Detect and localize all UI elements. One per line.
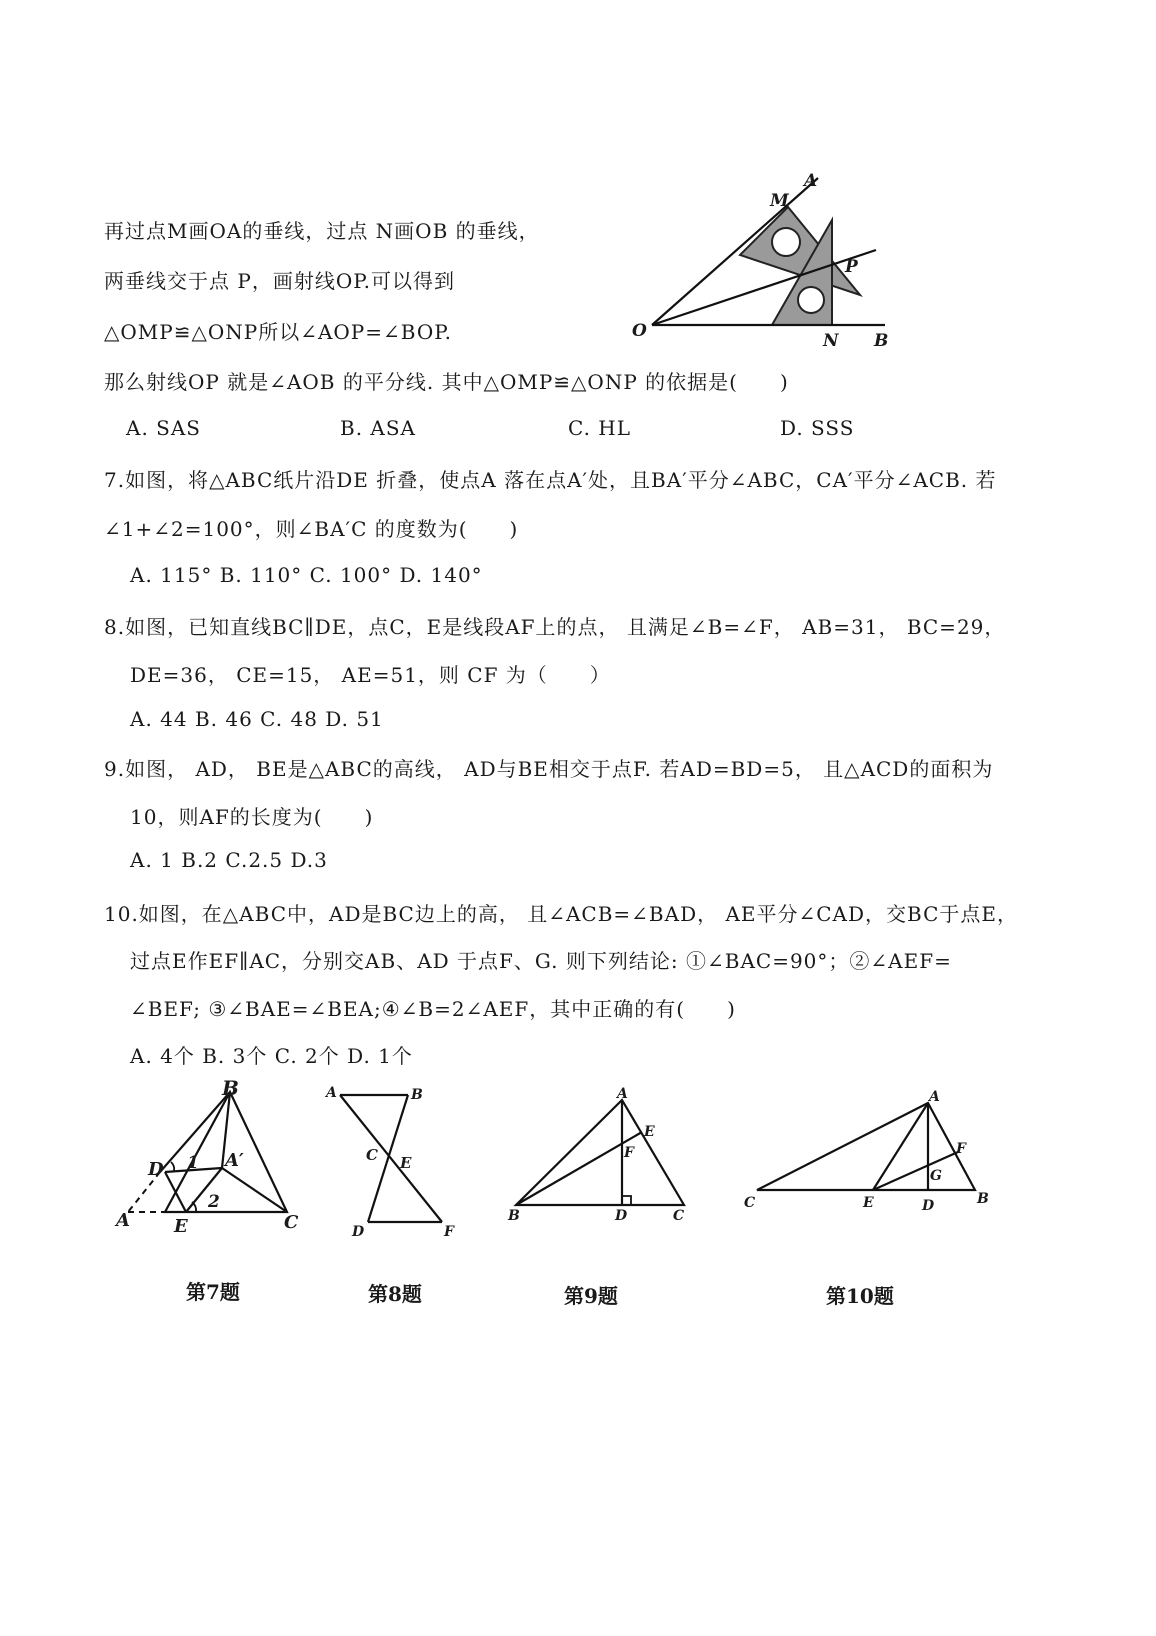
fig7-label-a: A <box>116 1210 130 1231</box>
q7-line-1: 7.如图，将△ABC纸片沿DE 折叠，使点A 落在点A′处，且BA′平分∠ABC，CA′平分∠ACB. 若 <box>104 468 997 492</box>
q8-line-2: DE=36， CE=15， AE=51，则 CF 为（ ） <box>130 663 611 687</box>
fig9-caption: 第9题 <box>564 1284 618 1308</box>
fig9-label-d: D <box>615 1208 628 1224</box>
q10-line-3: ∠BEF; ③∠BAE=∠BEA;④∠B=2∠AEF，其中正确的有( ) <box>130 997 736 1021</box>
fig8-label-e: E <box>400 1154 412 1172</box>
q6-figure <box>620 165 920 365</box>
fig8-label-f: F <box>444 1224 454 1240</box>
fig10-label-d: D <box>922 1198 935 1214</box>
fig9-label-b: B <box>508 1208 520 1224</box>
q6-label-o: O <box>632 321 647 341</box>
figure-10 <box>740 1080 1000 1230</box>
q6-label-p: P <box>845 257 858 277</box>
fig7-label-d: D <box>148 1159 164 1180</box>
q8-options: A. 44 B. 46 C. 48 D. 51 <box>130 707 384 731</box>
q6-option-b: B. ASA <box>340 416 416 440</box>
fig10-label-b: B <box>977 1191 989 1207</box>
q6-label-n: N <box>823 331 839 351</box>
q6-line-1: 再过点M画OA的垂线，过点 N画OB 的垂线， <box>104 219 540 243</box>
fig7-label-aprime: A′ <box>225 1150 244 1171</box>
fig7-label-1: 1 <box>187 1153 199 1173</box>
q10-line-1: 10.如图，在△ABC中，AD是BC边上的高， 且∠ACB=∠BAD， AE平分∠CAD，交BC于点E， <box>104 902 1019 926</box>
q9-options: A. 1 B.2 C.2.5 D.3 <box>130 848 328 872</box>
fig8-label-d: D <box>352 1224 365 1240</box>
fig7-caption: 第7题 <box>186 1280 240 1304</box>
fig9-label-c: C <box>673 1208 685 1224</box>
figure-9 <box>500 1078 700 1238</box>
fig7-label-b: B <box>222 1076 239 1100</box>
fig7-label-e: E <box>174 1216 188 1237</box>
fig9-label-e: E <box>644 1124 655 1140</box>
fig9-label-f: F <box>624 1145 634 1161</box>
figure-8 <box>320 1080 460 1240</box>
q6-option-c: C. HL <box>568 416 632 440</box>
q9-line-2: 10，则AF的长度为( ) <box>130 805 374 829</box>
q6-label-b: B <box>874 331 889 351</box>
q10-line-2: 过点E作EF∥AC，分别交AB、AD 于点F、G. 则下列结论: ①∠BAC=90°；②∠AEF= <box>130 949 952 973</box>
fig8-caption: 第8题 <box>368 1282 422 1306</box>
q6-label-a: A <box>804 171 818 191</box>
figure-7 <box>100 1075 320 1255</box>
fig8-label-b: B <box>411 1087 423 1103</box>
q8-line-1: 8.如图，已知直线BC∥DE，点C，E是线段AF上的点， 且满足∠B=∠F， AB=31， BC=29， <box>104 615 1006 639</box>
q6-line-4: 那么射线OP 就是∠AOB 的平分线. 其中△OMP≌△ONP 的依据是( ) <box>104 370 789 394</box>
q6-line-3: △OMP≌△ONP所以∠AOP=∠BOP. <box>104 320 453 344</box>
fig8-label-c: C <box>366 1146 378 1164</box>
q7-options: A. 115° B. 110° C. 100° D. 140° <box>130 563 483 587</box>
fig7-label-2: 2 <box>208 1192 220 1212</box>
fig7-label-c: C <box>284 1212 299 1233</box>
q6-label-m: M <box>770 191 789 211</box>
fig10-label-a: A <box>929 1089 940 1105</box>
fig10-label-e: E <box>863 1195 874 1211</box>
fig10-label-g: G <box>930 1168 942 1184</box>
q9-line-1: 9.如图， AD， BE是△ABC的高线， AD与BE相交于点F. 若AD=BD=5， 且△ACD的面积为 <box>104 757 994 781</box>
fig10-label-c: C <box>744 1195 756 1211</box>
q10-options: A. 4个 B. 3个 C. 2个 D. 1个 <box>130 1044 413 1068</box>
q6-option-d: D. SSS <box>780 416 855 440</box>
q7-line-2: ∠1+∠2=100°，则∠BA′C 的度数为( ) <box>104 517 519 541</box>
fig10-caption: 第10题 <box>826 1284 894 1308</box>
fig8-label-a: A <box>326 1085 337 1101</box>
fig10-label-f: F <box>956 1141 966 1157</box>
q6-line-2: 两垂线交于点 P，画射线OP.可以得到 <box>104 269 455 293</box>
fig9-label-a: A <box>617 1086 628 1102</box>
q6-option-a: A. SAS <box>126 416 202 440</box>
